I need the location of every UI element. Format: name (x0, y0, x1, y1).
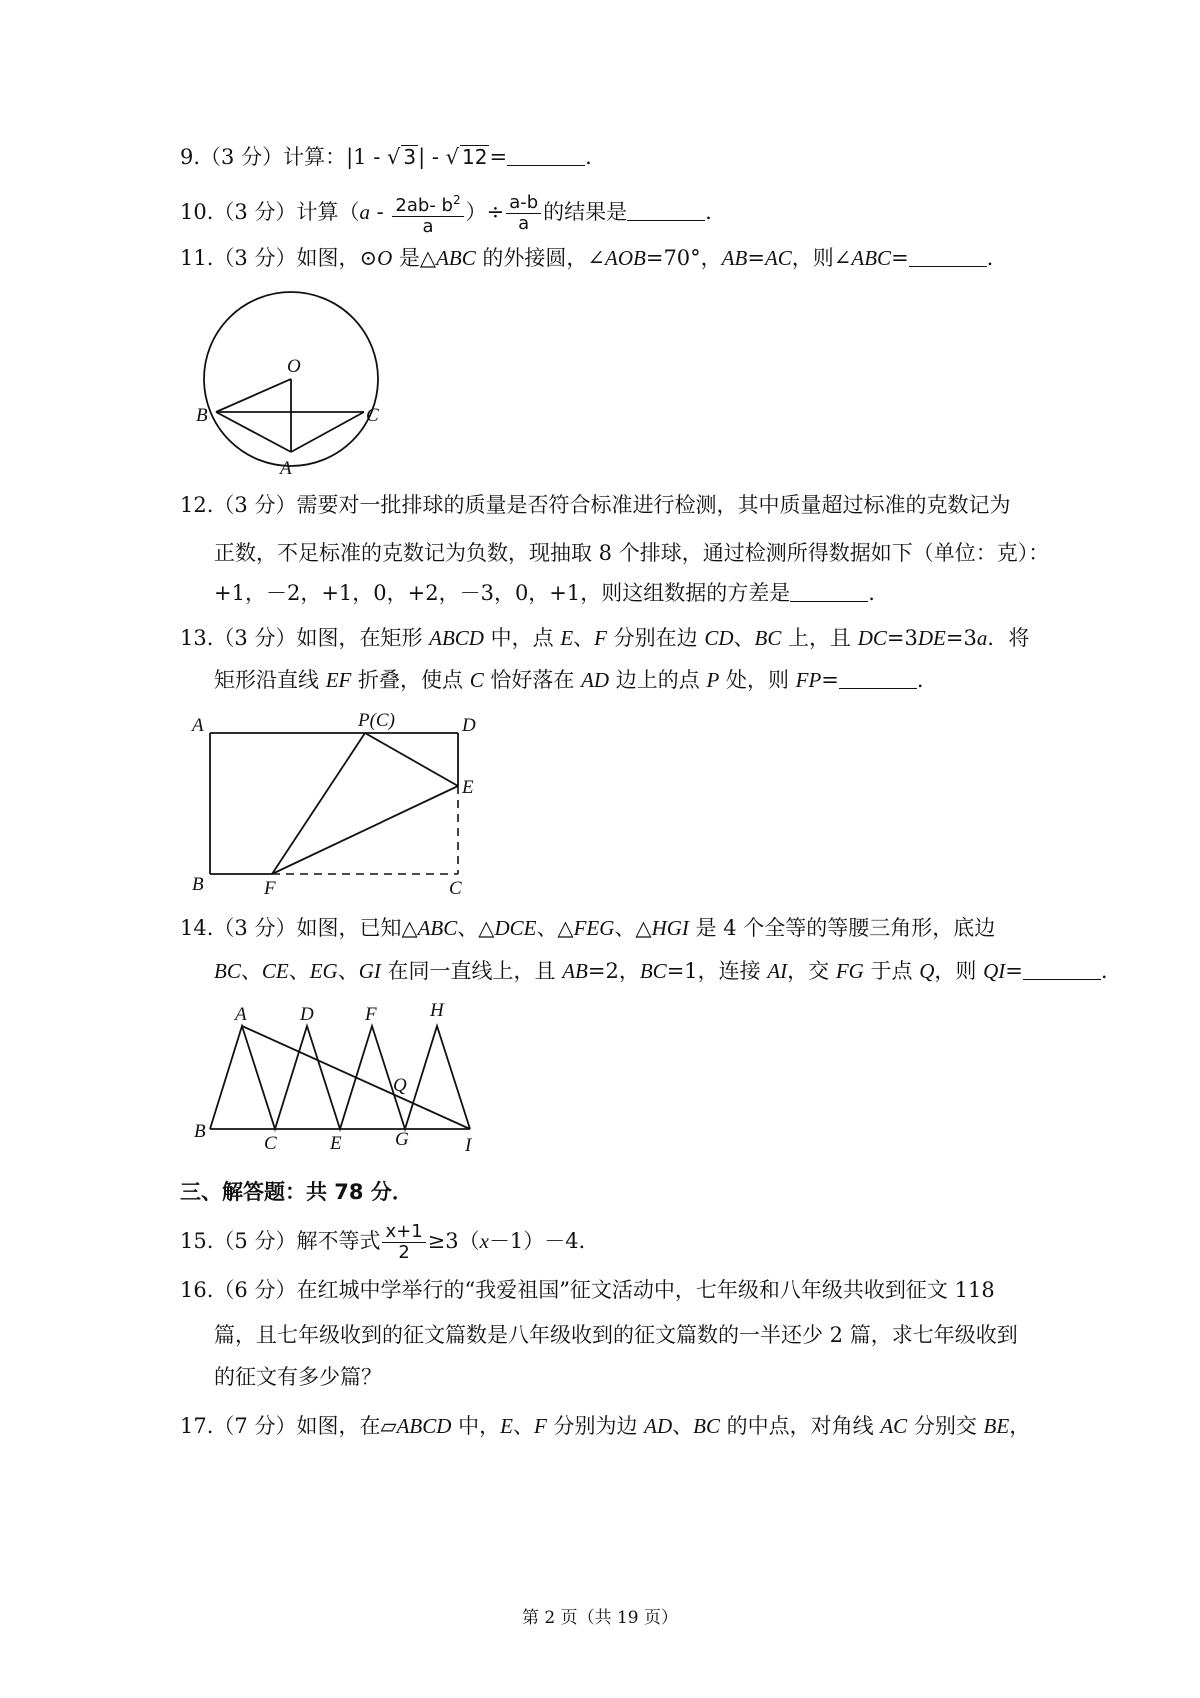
q13-score: （3 分） (213, 626, 297, 650)
label-f: F (264, 878, 276, 896)
question-14-cont: BC、CE、EG、GI 在同一直线上，且 AB=2，BC=1，连接 AI，交 FG 于点 Q，则 QI= . (214, 959, 1108, 983)
label-f: F (365, 1004, 377, 1025)
fraction: $\frac{a-b}{a}$ (506, 193, 541, 234)
q11-number: 11. (180, 246, 214, 270)
label-h: H (430, 1000, 444, 1021)
page-footer: 第 2 页（共 19 页） (521, 1608, 679, 1628)
question-13 (180, 624, 1040, 652)
label-d: D (462, 715, 476, 736)
label-b: B (194, 1121, 206, 1142)
question-9: 9.（3 分）计算：|1 - √ 3| - √ 12= . (180, 145, 592, 169)
figure-13-rectangle-fold (190, 706, 490, 896)
label-i: I (465, 1135, 472, 1156)
q16-score: （6 分） (213, 1278, 297, 1302)
answer-blank[interactable] (839, 668, 917, 689)
label-a: A (280, 458, 292, 479)
q14-line-2: BC、CE、EG、GI 在同一直线上，且 AB=2，BC=1，连接 AI，交 FG 于点 Q，则 QI= (214, 959, 1023, 983)
question-11: 11.（3 分）如图，⊙O 是△ABC 的外接圆，∠AOB=70°，AB=AC，则∠ABC= . (180, 246, 994, 270)
question-10: 10.（3 分）计算（a - $\frac{2ab- b^2}{a}$ ）÷ $\frac{a-b}{a}$ 的结果是 . (180, 192, 712, 237)
label-c: C (264, 1133, 277, 1154)
label-g: G (395, 1129, 409, 1150)
q9-score: （3 分） (200, 145, 284, 169)
label-c: C (366, 405, 379, 426)
q15-number: 15. (180, 1229, 214, 1253)
q14-line-1: 如图，已知△ABC、△DCE、△FEG、△HGI 是 4 个全等的等腰三角形，底边 (296, 916, 996, 940)
question-14 (180, 914, 1040, 942)
q14-number: 14. (180, 916, 214, 940)
q9-stem: 计算：|1 - √ 3| - √ 12= (283, 145, 508, 169)
q12-line-2: 正数，不足标准的克数记为负数，现抽取 8 个排球，通过检测所得数据如下（单位：克）： (214, 541, 1050, 565)
q16-line-3: 的征文有多少篇？ (214, 1365, 382, 1389)
q15-score: （5 分） (213, 1229, 297, 1253)
q14-score: （3 分） (213, 916, 297, 940)
figure-14-triangles-diagram (190, 998, 490, 1158)
answer-blank[interactable] (790, 581, 868, 602)
q11-stem: 如图，⊙O 是△ABC 的外接圆，∠AOB=70°，AB=AC，则∠ABC= (296, 246, 909, 270)
question-16 (180, 1276, 1040, 1304)
q12-number: 12. (180, 493, 214, 517)
q17-stem: 如图，在▱ABCD 中，E、F 分别为边 AD、BC 的中点，对角线 AC 分别交 BE， (296, 1414, 1031, 1438)
label-a: A (192, 715, 204, 736)
answer-blank[interactable] (1023, 959, 1101, 980)
fraction: $\frac{x+1}{2}$ (382, 1222, 425, 1263)
answer-blank[interactable] (909, 246, 987, 267)
label-o: O (287, 356, 301, 377)
answer-blank[interactable] (627, 200, 705, 221)
label-e: E (462, 777, 474, 798)
q12-score: （3 分） (213, 493, 297, 517)
q10-stem: 计算（a - $\frac{2ab- b^2}{a}$ ）÷ $\frac{a-b}{a}$ 的结果是 (296, 192, 628, 237)
q12-line-1: 需要对一批排球的质量是否符合标准进行检测，其中质量超过标准的克数记为 (296, 493, 1011, 517)
label-d: D (300, 1004, 314, 1025)
label-a: A (235, 1004, 247, 1025)
q9-number: 9. (180, 145, 201, 169)
question-13-cont: 矩形沿直线 EF 折叠，使点 C 恰好落在 AD 边上的点 P 处，则 FP= . (214, 668, 924, 692)
label-q: Q (393, 1075, 407, 1096)
q10-number: 10. (180, 200, 214, 224)
label-p: P(C) (358, 710, 395, 731)
label-b: B (192, 874, 204, 895)
q17-number: 17. (180, 1414, 214, 1438)
q13-line-1: 如图，在矩形 ABCD 中，点 E、F 分别在边 CD、BC 上，且 DC=3DE=3a．将 (296, 626, 1030, 650)
label-b: B (196, 405, 208, 426)
answer-blank[interactable] (507, 145, 585, 166)
fraction: $\frac{2ab- b^2}{a}$ (392, 190, 463, 237)
label-c: C (449, 878, 462, 896)
q13-number: 13. (180, 626, 214, 650)
question-12-cont: +1，－2，+1，0，+2，－3，0，+1，则这组数据的方差是 . (214, 581, 875, 605)
section-3-heading: 三、解答题：共 78 分． (180, 1180, 413, 1204)
q17-score: （7 分） (213, 1414, 297, 1438)
label-e: E (330, 1133, 342, 1154)
q10-score: （3 分） (213, 200, 297, 224)
question-12 (180, 491, 1040, 519)
q12-line-3: +1，－2，+1，0，+2，－3，0，+1，则这组数据的方差是 (214, 581, 791, 605)
question-17 (180, 1412, 1040, 1440)
q15-stem: 解不等式 $\frac{x+1}{2}$ ≥3（x－1）－4． (296, 1221, 600, 1263)
q13-line-2: 矩形沿直线 EF 折叠，使点 C 恰好落在 AD 边上的点 P 处，则 FP= (214, 668, 839, 692)
q16-line-1: 在红城中学举行的“我爱祖国”征文活动中，七年级和八年级共收到征文 118 (296, 1278, 995, 1302)
q16-line-2: 篇，且七年级收到的征文篇数是八年级收到的征文篇数的一半还少 2 篇，求七年级收到 (214, 1323, 1018, 1347)
figure-11-circle-diagram (196, 282, 406, 482)
q11-score: （3 分） (213, 246, 297, 270)
q16-number: 16. (180, 1278, 214, 1302)
question-15 (180, 1222, 1040, 1263)
